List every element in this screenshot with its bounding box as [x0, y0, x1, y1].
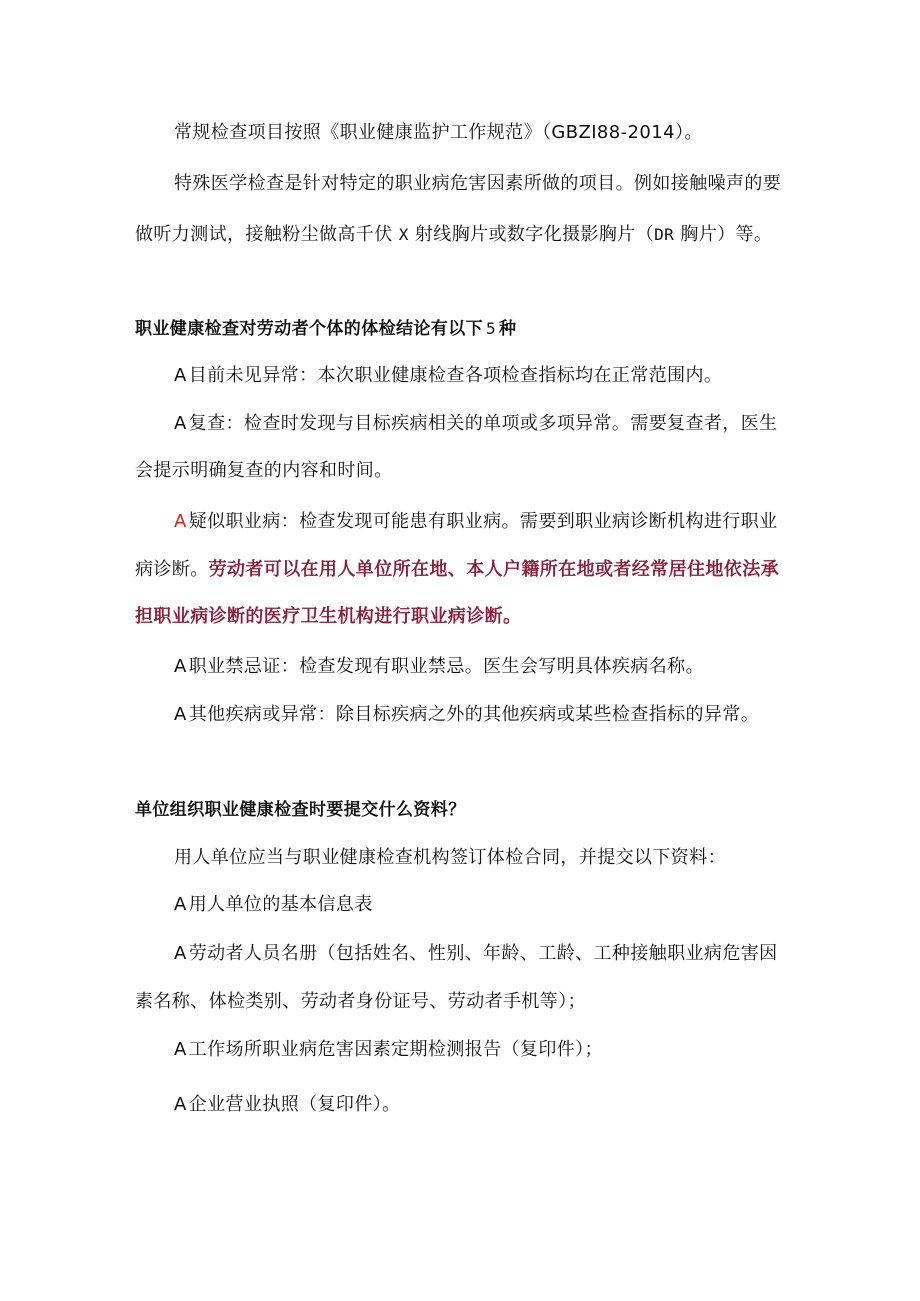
conclusion-item-recheck: A 复查：检查时发现与目标疾病相关的单项或多项异常。需要复查者，医生 — [174, 413, 778, 434]
conclusion-item-suspected-cont — [135, 558, 779, 582]
material-item-roster-cont: 素名称、体检类别、劳动者身份证号、劳动者手机等）； — [135, 991, 586, 1012]
x-ray-letter: X — [398, 225, 409, 244]
diagnosis-emphasis-text-cont: 担职业病诊断的医疗卫生机构进行职业病诊断。 — [135, 606, 522, 627]
item-marker: A — [174, 704, 187, 725]
item-marker: A — [174, 1094, 187, 1115]
special-check-paragraph-line1: 特殊医学检查是针对特定的职业病危害因素所做的项目。例如接触噪声的要 — [174, 173, 782, 194]
item-marker: A — [174, 413, 187, 434]
materials-heading: 单位组织职业健康检查时要提交什么资料？ — [135, 800, 466, 820]
item-marker: A — [174, 894, 187, 915]
conclusion-item-normal: A 目前未见异常：本次职业健康检查各项检查指标均在正常范围内。 — [174, 365, 723, 386]
material-item-basic-info: A 用人单位的基本信息表 — [174, 894, 373, 915]
special-text-a: 做听力测试，接触粉尘做高千伏 — [135, 224, 393, 245]
material-item-report: A 工作场所职业病危害因素定期检测报告（复印件）； — [174, 1039, 603, 1060]
conclusion-item-other: A 其他疾病或异常：除目标疾病之外的其他疾病或某些检查指标的异常。 — [174, 704, 760, 725]
item-marker: A — [174, 943, 187, 964]
special-text-c: 胸片）等。 — [680, 224, 773, 245]
item-marker-red: A — [174, 511, 187, 532]
special-check-paragraph-line2 — [135, 223, 772, 247]
material-item-roster: A 劳动者人员名册（包括姓名、性别、年龄、工龄、工种接触职业病危害因 — [174, 943, 778, 964]
suspected-plain-text: 病诊断。 — [135, 559, 209, 580]
conclusion-item-recheck-cont: 会提示明确复查的内容和时间。 — [135, 460, 393, 481]
conclusion-item-suspected: A 疑似职业病：检查发现可能患有职业病。需要到职业病诊断机构进行职业 — [174, 511, 778, 532]
conclusions-heading: 职业健康检查对劳动者个体的体检结论有以下 5 种 — [135, 319, 517, 339]
item-marker: A — [174, 365, 187, 386]
routine-check-paragraph: 常规检查项目按照《职业健康监护工作规范》（GBZI88-2014）。 — [174, 122, 703, 143]
conclusion-item-contraindication: A 职业禁忌证：检查发现有职业禁忌。医生会写明具体疾病名称。 — [174, 656, 704, 677]
material-item-license: A 企业营业执照（复印件）。 — [174, 1094, 401, 1115]
materials-intro: 用人单位应当与职业健康检查机构签订体检合同，并提交以下资料： — [174, 847, 726, 868]
item-marker: A — [174, 656, 187, 677]
diagnosis-emphasis-text: 劳动者可以在用人单位所在地、本人户籍所在地或者经常居住地依法承 — [208, 559, 780, 580]
item-marker: A — [174, 1039, 187, 1060]
dr-abbrev: DR — [654, 225, 675, 244]
special-text-b: 射线胸片或数字化摄影胸片（ — [414, 224, 655, 245]
